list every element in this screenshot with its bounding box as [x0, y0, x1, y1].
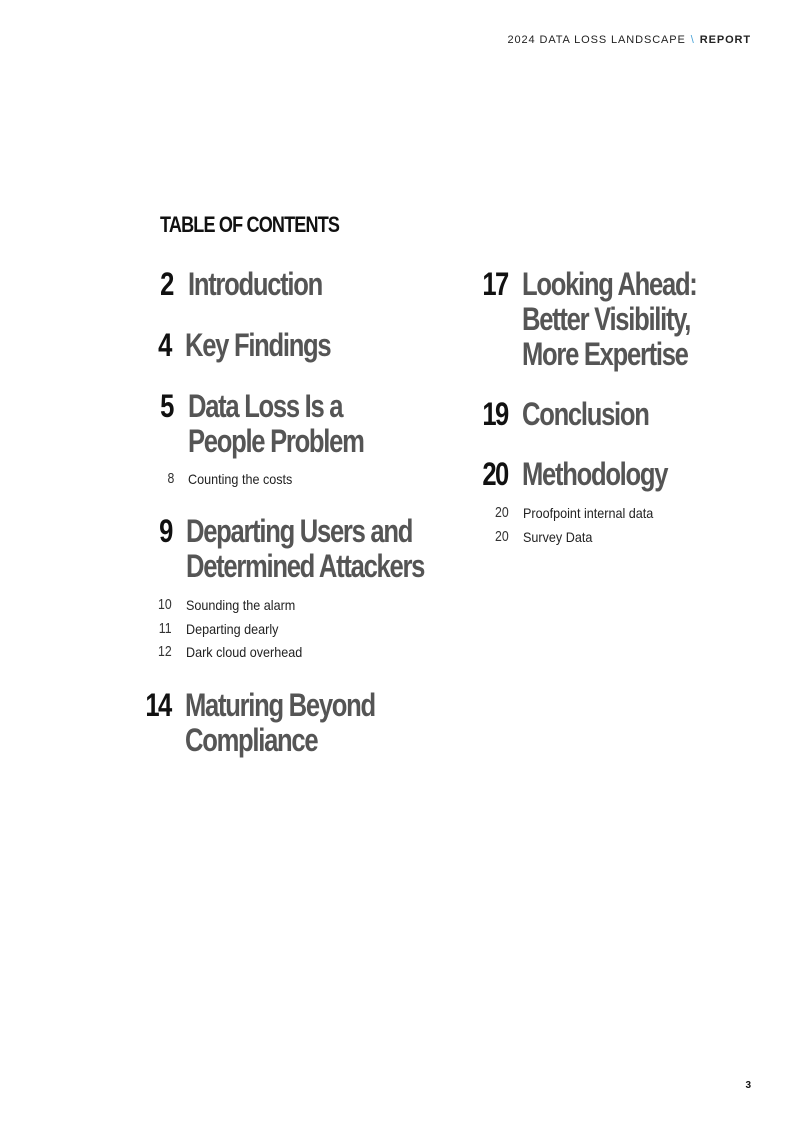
toc-entry-title: Looking Ahead: Better Visibility, More Expertise — [522, 266, 697, 372]
toc-subentry-title: Proofpoint internal data — [523, 505, 654, 521]
toc-subentry-page: 20 — [495, 528, 509, 545]
toc-subentry-page: 12 — [158, 643, 172, 660]
page-number: 3 — [745, 1080, 751, 1091]
toc-entry-page: 14 — [145, 687, 171, 723]
report-name: 2024 DATA LOSS LANDSCAPE — [507, 34, 686, 46]
toc-entry-title: Methodology — [522, 456, 668, 492]
toc-entry-page: 17 — [482, 266, 508, 302]
header-separator: \ — [690, 34, 695, 46]
toc-entry-title: Departing Users and Determined Attackers — [186, 513, 425, 584]
toc-entry-page: 5 — [160, 388, 173, 424]
toc-entry-title: Maturing Beyond Compliance — [185, 687, 375, 758]
toc-subentry-page: 11 — [159, 620, 172, 637]
toc-entry-title: Data Loss Is a People Problem — [188, 388, 364, 459]
toc-entry-title: Key Findings — [185, 327, 331, 363]
toc-subentry-title: Survey Data — [523, 529, 593, 545]
toc-subentry-page: 10 — [158, 596, 172, 613]
toc-heading: TABLE OF CONTENTS — [160, 212, 340, 237]
toc-entry-page: 9 — [159, 513, 172, 549]
toc-entry-title: Conclusion — [522, 396, 649, 432]
toc-entry-title: Introduction — [188, 266, 322, 302]
toc-subentry-title: Dark cloud overhead — [186, 644, 303, 660]
toc-entry-page: 19 — [482, 396, 508, 432]
running-header — [507, 34, 751, 46]
toc-entry-page: 2 — [160, 266, 173, 302]
toc-subentry-title: Sounding the alarm — [186, 597, 296, 613]
toc-entry-page: 4 — [158, 327, 171, 363]
document-type: REPORT — [699, 34, 751, 46]
toc-subentry-title: Counting the costs — [188, 471, 293, 487]
toc-subentry-page: 20 — [495, 504, 509, 521]
toc-subentry-title: Departing dearly — [186, 621, 279, 637]
toc-subentry-page: 8 — [167, 470, 174, 487]
toc-entry-page: 20 — [482, 456, 508, 492]
